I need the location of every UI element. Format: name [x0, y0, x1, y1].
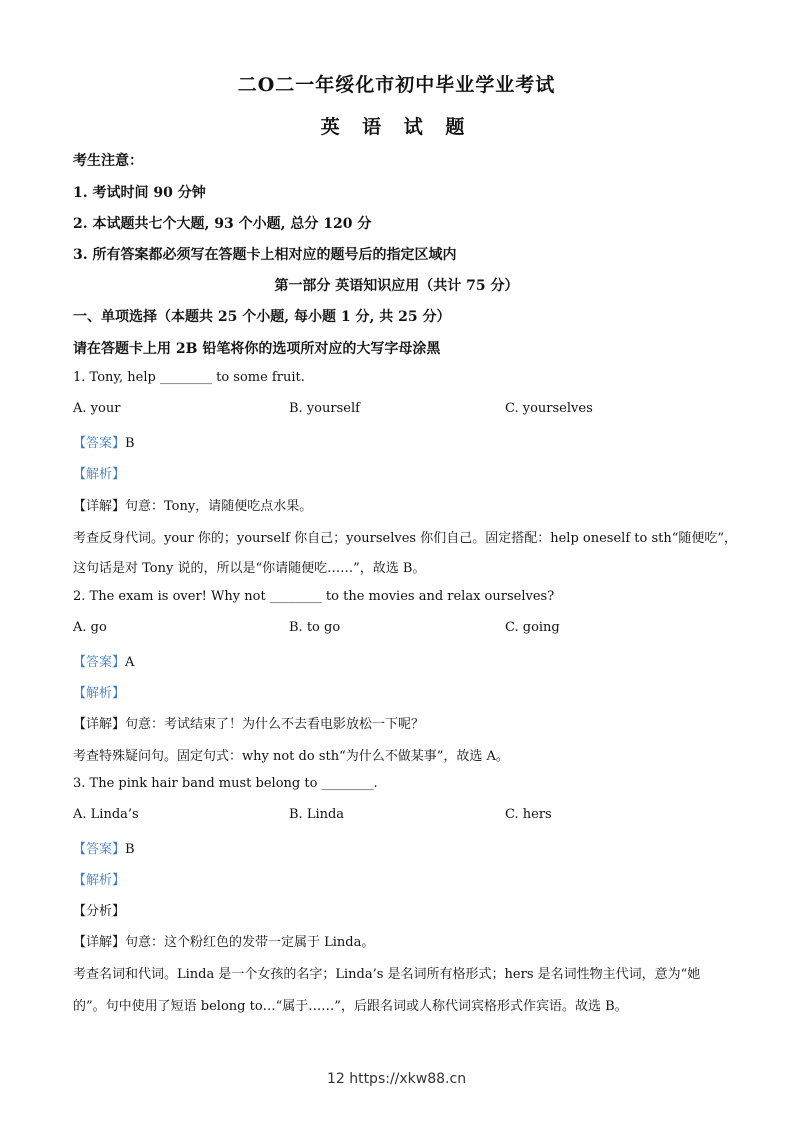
- question-stem: 1. Tony, help ________ to some fruit.: [73, 370, 305, 385]
- analysis-label: 【解析】: [73, 873, 126, 888]
- part-heading: 第一部分 英语知识应用（共计 75 分）: [274, 278, 519, 294]
- answer-value: B: [125, 436, 135, 451]
- option-b: B. yourself: [289, 401, 360, 416]
- question-stem: 2. The exam is over! Why not ________ to the movies and relax ourselves?: [73, 589, 555, 604]
- option-b: B. Linda: [289, 807, 345, 822]
- answer-label: 【答案】: [73, 842, 126, 857]
- fenxi-label: 【分析】: [73, 904, 126, 919]
- notice-heading: 考生注意：: [73, 153, 143, 169]
- explanation-text: 考查特殊疑问句。固定句式：why not do sth“为什么不做某事”，故选 A。: [73, 749, 509, 764]
- answer-line: [73, 432, 135, 451]
- answer-label: 【答案】: [73, 655, 126, 670]
- detail-text: 【详解】句意：考试结束了！为什么不去看电影放松一下呢？: [73, 717, 425, 732]
- option-c: C. yourselves: [505, 401, 593, 416]
- option-a: A. your: [73, 401, 121, 416]
- exam-subtitle: 英 语 试 题: [320, 116, 473, 138]
- option-c: C. hers: [505, 807, 552, 822]
- page-footer: 12 https://xkw88.cn: [326, 1071, 467, 1087]
- notice-item: 3. 所有答案都必须写在答题卡上相对应的题号后的指定区域内: [73, 247, 457, 263]
- answer-label: 【答案】: [73, 436, 126, 451]
- analysis-label: 【解析】: [73, 686, 126, 701]
- exam-title: 二O二一年绥化市初中毕业学业考试: [237, 74, 556, 96]
- notice-item: 2. 本试题共七个大题, 93 个小题, 总分 120 分: [73, 216, 372, 232]
- section-instruction: 请在答题卡上用 2B 铅笔将你的选项所对应的大写字母涂黑: [73, 341, 441, 357]
- explanation-text: 的”。句中使用了短语 belong to…“属于……”，后跟名词或人称代词宾格形式作宾语。故选 B。: [73, 999, 628, 1014]
- detail-text: 【详解】句意：这个粉红色的发带一定属于 Linda。: [73, 935, 375, 950]
- answer-value: A: [125, 655, 135, 670]
- option-c: C. going: [505, 620, 560, 635]
- analysis-label: 【解析】: [73, 467, 126, 482]
- explanation-text: 这句话是对 Tony 说的，所以是“你请随便吃……”，故选 B。: [73, 561, 426, 576]
- option-a: A. Linda’s: [73, 807, 139, 822]
- explanation-text: 考查名词和代词。Linda 是一个女孩的名字；Linda’s 是名词所有格形式；hers 是名词性物主代词，意为“她: [73, 967, 701, 982]
- answer-line: [73, 651, 134, 670]
- explanation-text: 考查反身代词。your 你的；yourself 你自己；yourselves 你们自己。固定搭配：help oneself to sth“随便吃”，: [73, 531, 738, 546]
- option-b: B. to go: [289, 620, 341, 635]
- detail-text: 【详解】句意：Tony，请随便吃点水果。: [73, 499, 313, 514]
- section-title: 一、单项选择（本题共 25 个小题, 每小题 1 分, 共 25 分）: [73, 309, 451, 325]
- option-a: A. go: [73, 620, 107, 635]
- notice-item: 1. 考试时间 90 分钟: [73, 185, 206, 201]
- question-stem: 3. The pink hair band must belong to ________.: [73, 776, 378, 791]
- answer-line: [73, 838, 135, 857]
- answer-value: B: [125, 842, 135, 857]
